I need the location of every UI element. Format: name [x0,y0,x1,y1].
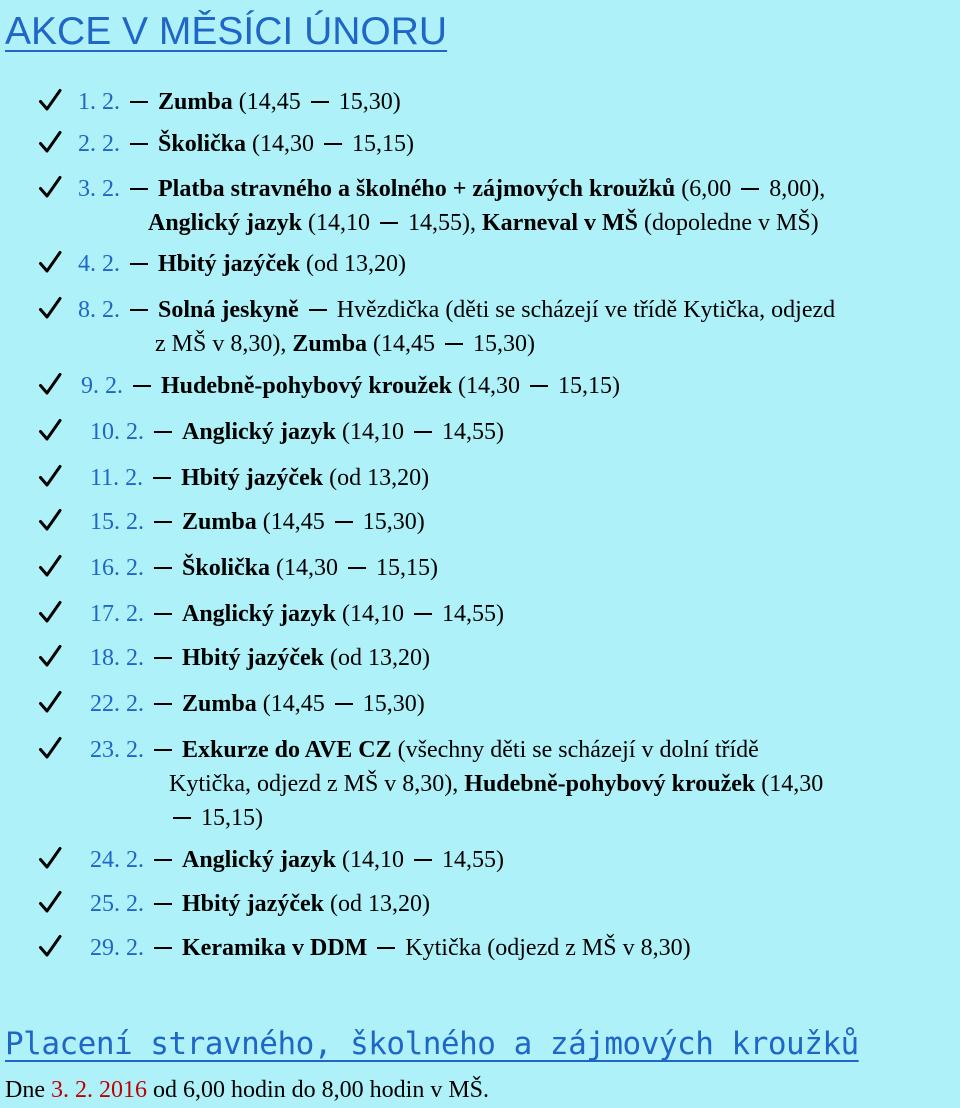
event-text [90,842,504,878]
event-item [38,886,958,922]
dash-separator [414,859,432,861]
event-date: 23. 2. [90,737,144,763]
event-detail: (od 13,20) [299,251,406,277]
event-detail: (všechny děti se scházejí v dolní třídě [391,737,759,763]
event-item [38,126,958,162]
event-item [38,550,958,586]
event-detail: 15,15) [346,131,415,157]
event-title: Zumba [182,509,257,535]
event-detail: 14,55) [436,601,505,627]
event-text [78,171,825,207]
event-item [38,686,958,722]
dash-separator [154,613,172,615]
event-title: Hbitý jazýček [158,251,300,277]
event-text-continuation [148,205,819,241]
event-item [38,732,958,836]
payment-section-title: Placení stravného, školného a zájmových kroužků [5,1026,859,1062]
event-text [78,246,406,282]
event-title: Školička [158,131,247,157]
event-detail: (od 13,20) [323,891,430,917]
event-detail: (14,45 [256,509,331,535]
event-detail: Kytička (odjezd z MŠ v 8,30) [399,935,691,961]
payment-prefix: Dne [5,1077,51,1103]
dash-separator [445,343,463,345]
dash-separator [335,521,353,523]
event-title: Platba stravného a školného + zájmových kroužků [158,176,676,202]
event-detail: (od 13,20) [323,645,430,671]
dash-separator [154,947,172,949]
event-date: 24. 2. [90,847,144,873]
event-date: 18. 2. [90,645,144,671]
event-detail: Hvězdička (děti se scházejí ve třídě Kytička, odjezd [330,297,836,323]
check-icon [38,416,62,444]
dash-separator [154,703,172,705]
check-icon [38,734,62,762]
event-date: 29. 2. [90,935,144,961]
dash-separator [154,903,172,905]
payment-suffix: od 6,00 hodin do 8,00 hodin v MŠ. [146,1077,490,1103]
event-text [90,414,504,450]
event-title: Keramika v DDM [182,935,368,961]
event-detail: (14,10 [336,419,411,445]
page-title: AKCE V MĚSÍCI ÚNORU [5,10,448,53]
event-text [90,550,438,586]
event-title: Hbitý jazýček [182,645,324,671]
dash-separator [130,309,148,311]
event-date: 15. 2. [90,509,144,535]
event-date: 2. 2. [78,131,120,157]
check-icon [38,888,62,916]
dash-separator [130,143,148,145]
event-text-continuation [169,766,823,802]
event-detail: (14,30 [246,131,321,157]
dash-separator [153,477,171,479]
event-title: Anglický jazyk [148,210,303,236]
event-item [38,930,958,966]
dash-separator [530,385,548,387]
dash-separator [133,385,151,387]
event-date: 3. 2. [78,176,120,202]
event-text [90,732,759,768]
event-detail: (dopoledne v MŠ) [638,210,819,236]
check-icon [38,370,62,398]
event-detail: 14,55) [436,419,505,445]
event-text [81,368,620,404]
dash-separator [173,817,191,819]
event-text [90,886,430,922]
event-item [38,368,958,404]
check-icon [38,844,62,872]
event-detail: 8,00), [763,176,826,202]
event-detail: (14,45 [232,89,307,115]
event-date: 11. 2. [90,465,144,491]
check-icon [38,462,62,490]
event-date: 4. 2. [78,251,120,277]
event-title: Karneval v MŠ [482,210,639,236]
event-title: Solná jeskyně [158,297,299,323]
dash-separator [380,222,398,224]
check-icon [38,688,62,716]
dash-separator [130,263,148,265]
event-detail: (14,45 [367,331,442,357]
dash-separator [335,703,353,705]
event-detail: Kytička, odjezd z MŠ v 8,30), [169,771,465,797]
event-detail: z MŠ v 8,30), [155,331,293,357]
dash-separator [154,567,172,569]
dash-separator [414,431,432,433]
check-icon [38,642,62,670]
event-item [38,596,958,632]
dash-separator [348,567,366,569]
event-text [90,686,425,722]
event-detail: (14,45 [256,691,331,717]
event-title: Anglický jazyk [182,601,337,627]
event-date: 8. 2. [78,297,120,323]
event-item [38,246,958,282]
event-detail: (6,00 [675,176,738,202]
dash-separator [311,101,329,103]
event-date: 17. 2. [90,601,144,627]
event-date: 25. 2. [90,891,144,917]
event-detail: 15,15) [551,373,620,399]
dash-separator [130,188,148,190]
check-icon [38,248,62,276]
check-icon [38,128,62,156]
event-item [38,460,958,496]
event-detail: 14,55), [402,210,483,236]
event-detail: (14,10 [336,601,411,627]
dash-separator [154,657,172,659]
event-text [78,292,835,328]
event-detail: (od 13,20) [323,465,430,491]
dash-separator [154,431,172,433]
event-detail: 15,15) [195,805,263,831]
event-detail: 15,15) [370,555,439,581]
event-text-continuation [169,800,263,836]
event-date: 9. 2. [81,373,123,399]
payment-note [5,1072,489,1108]
event-detail: 15,30) [332,89,401,115]
event-text [90,640,430,676]
dash-separator [154,859,172,861]
event-text [78,84,401,120]
event-title: Zumba [292,331,368,357]
event-title: Hbitý jazýček [182,891,324,917]
event-text [90,460,429,496]
event-title: Anglický jazyk [182,419,337,445]
check-icon [38,86,62,114]
payment-date: 3. 2. 2016 [50,1077,147,1103]
event-text [78,126,414,162]
check-icon [38,294,62,322]
dash-separator [130,101,148,103]
event-item [38,640,958,676]
event-item [38,292,958,362]
event-date: 10. 2. [90,419,144,445]
dash-separator [377,947,395,949]
event-date: 16. 2. [90,555,144,581]
event-detail: (14,10 [336,847,411,873]
event-item [38,171,958,241]
event-item [38,84,958,120]
event-detail: 14,55) [436,847,505,873]
event-detail: (14,30 [755,771,824,797]
event-text [90,504,425,540]
event-title: Školička [182,555,271,581]
dash-separator [154,749,172,751]
dash-separator [324,143,342,145]
event-detail [367,935,373,961]
event-title: Zumba [158,89,233,115]
event-detail: 15,30) [356,509,425,535]
check-icon [38,598,62,626]
event-title: Hudebně-pohybový kroužek [161,373,452,399]
event-title: Hudebně-pohybový kroužek [464,771,756,797]
check-icon [38,173,62,201]
dash-separator [154,521,172,523]
event-detail: (14,30 [270,555,345,581]
event-detail: 15,30) [356,691,425,717]
event-title: Anglický jazyk [182,847,337,873]
check-icon [38,506,62,534]
event-detail: (14,30 [451,373,526,399]
event-text [90,930,691,966]
dash-separator [309,309,327,311]
event-date: 1. 2. [78,89,120,115]
event-item [38,504,958,540]
dash-separator [414,613,432,615]
event-title: Zumba [182,691,257,717]
event-detail [299,297,305,323]
check-icon [38,932,62,960]
event-text-continuation [155,326,535,362]
event-detail: 15,30) [467,331,536,357]
event-title: Hbitý jazýček [181,465,324,491]
dash-separator [741,188,759,190]
event-item [38,414,958,450]
event-title: Exkurze do AVE CZ [182,737,392,763]
event-date: 22. 2. [90,691,144,717]
event-detail: (14,10 [302,210,377,236]
event-text [90,596,504,632]
check-icon [38,552,62,580]
event-item [38,842,958,878]
